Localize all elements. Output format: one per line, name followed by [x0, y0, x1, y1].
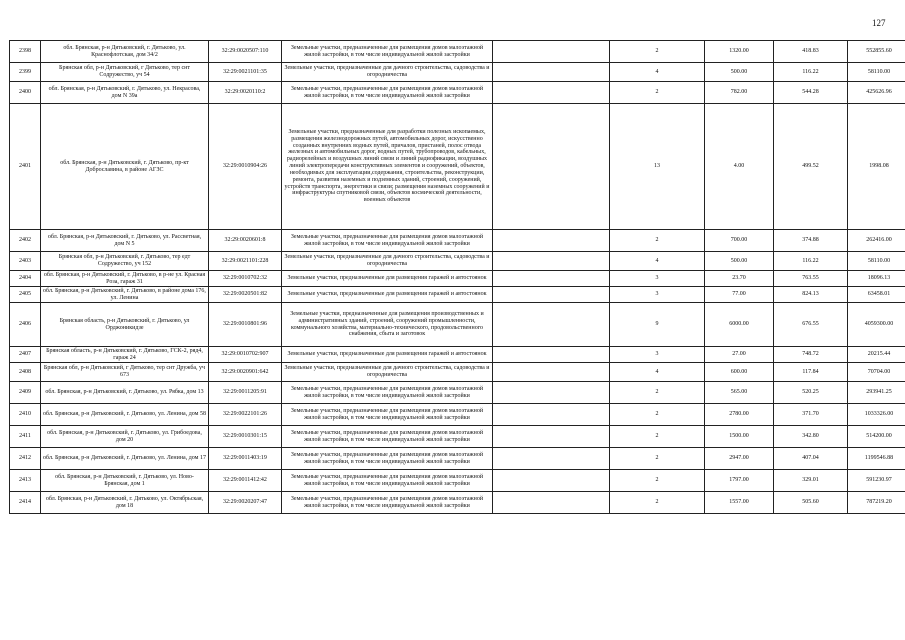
row-number-cell: 2404: [10, 271, 41, 287]
use-group-cell: 13: [610, 104, 705, 230]
cadastral-number-cell: 32:29:0010801:96: [209, 303, 282, 347]
cadastral-number-cell: 32:29:0010904:26: [209, 104, 282, 230]
area-cell: 565.00: [705, 382, 774, 404]
area-cell: 1557.00: [705, 492, 774, 514]
empty-cell: [493, 104, 610, 230]
use-group-cell: 2: [610, 404, 705, 426]
table-row: [10, 363, 905, 382]
cadastral-number-cell: 32:29:0010301:15: [209, 426, 282, 448]
empty-cell: [493, 303, 610, 347]
use-group-cell: 3: [610, 287, 705, 303]
cadastral-value-cell: 1998.08: [848, 104, 905, 230]
empty-cell: [493, 230, 610, 252]
cadastral-value-cell: 514200.00: [848, 426, 905, 448]
land-use-cell: Земельные участки, предназначенные для размещения домов малоэтажной жилой застройки, в том числе индивидуальной жилой застройки: [282, 448, 493, 470]
use-group-cell: 2: [610, 230, 705, 252]
land-use-cell: Земельные участки, предназначенные для размещения домов малоэтажной жилой застройки, в том числе индивидуальной жилой застройки: [282, 404, 493, 426]
specific-value-cell: 116.22: [774, 252, 848, 271]
cadastral-value-cell: 262416.00: [848, 230, 905, 252]
empty-cell: [493, 382, 610, 404]
address-cell: Брянская обл, р-н Дятьковский, г. Дятьково, тер едт Содружество, уч 152: [41, 252, 209, 271]
table-row: [10, 448, 905, 470]
table-row: [10, 104, 905, 230]
row-number-cell: 2406: [10, 303, 41, 347]
empty-cell: [493, 448, 610, 470]
row-number-cell: 2400: [10, 82, 41, 104]
row-number-cell: 2399: [10, 63, 41, 82]
land-use-cell: Земельные участки, предназначенные для размещения домов малоэтажной жилой застройки, в том числе индивидуальной жилой застройки: [282, 492, 493, 514]
use-group-cell: 2: [610, 382, 705, 404]
use-group-cell: 4: [610, 363, 705, 382]
land-use-cell: Земельные участки, предназначенные для размещения домов малоэтажной жилой застройки, в том числе индивидуальной жилой застройки: [282, 382, 493, 404]
empty-cell: [493, 363, 610, 382]
specific-value-cell: 407.04: [774, 448, 848, 470]
address-cell: Брянская обл, р-н Дятьковский, г Дятьково, тер снт Содружество, уч 54: [41, 63, 209, 82]
table-row: [10, 287, 905, 303]
land-use-cell: Земельные участки, предназначенные для размещения домов малоэтажной жилой застройки, в том числе индивидуальной жилой застройки: [282, 426, 493, 448]
cadastral-number-cell: 32:29:0020601:8: [209, 230, 282, 252]
table-row: [10, 382, 905, 404]
address-cell: обл. Брянская, р-н Дятьковский, г. Дятьково, в районе дома 176, ул. Ленина: [41, 287, 209, 303]
area-cell: 1797.00: [705, 470, 774, 492]
table-row: [10, 41, 905, 63]
table-row: [10, 492, 905, 514]
specific-value-cell: 117.84: [774, 363, 848, 382]
specific-value-cell: 371.70: [774, 404, 848, 426]
area-cell: 782.00: [705, 82, 774, 104]
specific-value-cell: 520.25: [774, 382, 848, 404]
cadastral-value-cell: 1199546.88: [848, 448, 905, 470]
area-cell: 6000.00: [705, 303, 774, 347]
cadastral-value-cell: 58110.00: [848, 63, 905, 82]
address-cell: обл. Брянская, р-н Дятьковский, г. Дятьково, в р-не ул. Красная Роза, гараж 31: [41, 271, 209, 287]
specific-value-cell: 374.88: [774, 230, 848, 252]
address-cell: обл. Брянская, р-н Дятьковский, г. Дятьково, пр-кт Доброславина, в районе АГЗС: [41, 104, 209, 230]
use-group-cell: 2: [610, 426, 705, 448]
row-number-cell: 2410: [10, 404, 41, 426]
table-row: [10, 252, 905, 271]
cadastral-number-cell: 32:29:0011412:42: [209, 470, 282, 492]
cadastral-number-cell: 32:29:0022101:26: [209, 404, 282, 426]
cadastral-number-cell: 32:29:0021101:35: [209, 63, 282, 82]
use-group-cell: 3: [610, 347, 705, 363]
cadastral-value-cell: 63458.01: [848, 287, 905, 303]
cadastral-value-cell: 20215.44: [848, 347, 905, 363]
table-row: [10, 470, 905, 492]
address-cell: Брянская область, р-н Дятьковский, г. Дятьково, ГСК-2, ряд4, гараж 24: [41, 347, 209, 363]
address-cell: обл. Брянская, р-н Дятьковский, г. Дятьково, ул. Рябка, дом 13: [41, 382, 209, 404]
empty-cell: [493, 404, 610, 426]
area-cell: 500.00: [705, 252, 774, 271]
address-cell: обл. Брянская, р-н Дятьковский, г. Дятьково, ул. Рассветная, дом N 5: [41, 230, 209, 252]
use-group-cell: 4: [610, 63, 705, 82]
use-group-cell: 2: [610, 448, 705, 470]
specific-value-cell: 116.22: [774, 63, 848, 82]
empty-cell: [493, 426, 610, 448]
address-cell: обл. Брянская, р-н Дятьковский, г. Дятьково, ул. Некрасова, дом N 39а: [41, 82, 209, 104]
area-cell: 2947.00: [705, 448, 774, 470]
land-use-cell: Земельные участки, предназначенные для дачного строительства, садоводства и огородничества: [282, 363, 493, 382]
area-cell: 23.70: [705, 271, 774, 287]
address-cell: обл. Брянская, р-н Дятьковский, г. Дятьково, ул. Октябрьская, дом 18: [41, 492, 209, 514]
cadastral-value-cell: 787219.20: [848, 492, 905, 514]
empty-cell: [493, 470, 610, 492]
empty-cell: [493, 41, 610, 63]
land-use-cell: Земельные участки, предназначенные для размещения домов малоэтажной жилой застройки, в том числе индивидуальной жилой застройки: [282, 82, 493, 104]
specific-value-cell: 505.60: [774, 492, 848, 514]
area-cell: 500.00: [705, 63, 774, 82]
use-group-cell: 3: [610, 271, 705, 287]
area-cell: 600.00: [705, 363, 774, 382]
address-cell: Брянская область, р-н Дятьковский, г. Дятьково, ул Орджоникидзе: [41, 303, 209, 347]
cadastral-number-cell: 32:29:0020507:110: [209, 41, 282, 63]
address-cell: обл. Брянская, р-н Дятьковский, г. Дятьково, ул. Краснофлотская, дом 34/2: [41, 41, 209, 63]
row-number-cell: 2414: [10, 492, 41, 514]
use-group-cell: 2: [610, 492, 705, 514]
table-row: [10, 303, 905, 347]
empty-cell: [493, 492, 610, 514]
table-row: [10, 271, 905, 287]
land-use-cell: Земельные участки, предназначенные для дачного строительства, садоводства и огородничества: [282, 63, 493, 82]
area-cell: 700.00: [705, 230, 774, 252]
row-number-cell: 2401: [10, 104, 41, 230]
address-cell: Брянская обл, р-н Дятьковский, г Дятьково, тер снт Дружба, уч 673: [41, 363, 209, 382]
area-cell: 4.00: [705, 104, 774, 230]
address-cell: обл. Брянская, р-н Дятьковский, г. Дятьково, ул. Ленина, дом 58: [41, 404, 209, 426]
page-number: 127: [872, 18, 886, 28]
address-cell: обл. Брянская, р-н Дятьковский, г. Дятьково, ул. Ленина, дом 17: [41, 448, 209, 470]
cadastral-value-cell: 1033326.00: [848, 404, 905, 426]
area-cell: 1500.00: [705, 426, 774, 448]
row-number-cell: 2408: [10, 363, 41, 382]
use-group-cell: 2: [610, 82, 705, 104]
cadastral-number-cell: 32:29:0020110:2: [209, 82, 282, 104]
land-use-cell: Земельные участки, предназначенные для размещения домов малоэтажной жилой застройки, в том числе индивидуальной жилой застройки: [282, 41, 493, 63]
row-number-cell: 2398: [10, 41, 41, 63]
row-number-cell: 2405: [10, 287, 41, 303]
cadastral-number-cell: 32:29:0020901:642: [209, 363, 282, 382]
cadastral-value-cell: 4059300.00: [848, 303, 905, 347]
specific-value-cell: 544.28: [774, 82, 848, 104]
address-cell: обл. Брянская, р-н Дятьковский, г. Дятьково, ул. Ново-Брянская, дом 1: [41, 470, 209, 492]
specific-value-cell: 748.72: [774, 347, 848, 363]
row-number-cell: 2402: [10, 230, 41, 252]
land-use-cell: Земельные участки, предназначенные для размещения гаражей и автостоянок: [282, 271, 493, 287]
cadastral-value-table: [9, 40, 905, 514]
table-row: [10, 230, 905, 252]
cadastral-value-cell: 58110.00: [848, 252, 905, 271]
empty-cell: [493, 287, 610, 303]
cadastral-value-cell: 18096.13: [848, 271, 905, 287]
land-use-cell: Земельные участки, предназначенные для размещения домов малоэтажной жилой застройки, в том числе индивидуальной жилой застройки: [282, 230, 493, 252]
row-number-cell: 2407: [10, 347, 41, 363]
cadastral-value-cell: 293941.25: [848, 382, 905, 404]
row-number-cell: 2409: [10, 382, 41, 404]
specific-value-cell: 499.52: [774, 104, 848, 230]
cadastral-value-cell: 552855.60: [848, 41, 905, 63]
empty-cell: [493, 252, 610, 271]
empty-cell: [493, 82, 610, 104]
empty-cell: [493, 271, 610, 287]
address-cell: обл. Брянская, р-н Дятьковский, г. Дятьково, ул. Грибоедова, дом 20: [41, 426, 209, 448]
cadastral-number-cell: 32:29:0010702:32: [209, 271, 282, 287]
cadastral-number-cell: 32:29:0020501:82: [209, 287, 282, 303]
area-cell: 2780.00: [705, 404, 774, 426]
area-cell: 1320.00: [705, 41, 774, 63]
cadastral-number-cell: 32:29:0011205:91: [209, 382, 282, 404]
land-use-cell: Земельные участки, предназначенные для размещения гаражей и автостоянок: [282, 287, 493, 303]
row-number-cell: 2403: [10, 252, 41, 271]
land-use-cell: Земельные участки, предназначенные для размещения домов малоэтажной жилой застройки, в том числе индивидуальной жилой застройки: [282, 470, 493, 492]
empty-cell: [493, 63, 610, 82]
cadastral-number-cell: 32:29:0010702:907: [209, 347, 282, 363]
cadastral-number-cell: 32:29:0021101:228: [209, 252, 282, 271]
use-group-cell: 9: [610, 303, 705, 347]
cadastral-value-cell: 591230.97: [848, 470, 905, 492]
specific-value-cell: 418.83: [774, 41, 848, 63]
area-cell: 27.00: [705, 347, 774, 363]
specific-value-cell: 329.01: [774, 470, 848, 492]
area-cell: 77.00: [705, 287, 774, 303]
specific-value-cell: 676.55: [774, 303, 848, 347]
land-use-cell: Земельные участки, предназначенные для дачного строительства, садоводства и огородничества: [282, 252, 493, 271]
land-use-cell: Земельные участки, предназначенные для размещения производственных и административных зданий, строений, сооружений промышленности, коммунального хозяйства, материально-технического, продовольственного снабжения, сбыта и заготовок: [282, 303, 493, 347]
table-row: [10, 82, 905, 104]
table-row: [10, 347, 905, 363]
table-row: [10, 404, 905, 426]
empty-cell: [493, 347, 610, 363]
land-use-cell: Земельные участки, предназначенные для разработки полезных ископаемых, размещения железнодорожных путей, автомобильных дорог, искусственно созданных внутренних водных путей, причалов, пристаней, полос отвода железных и автомобильных дорог, водных путей, трубопроводов, кабельных, радиорелейных и воздушных линий связи и линий радиофикации, воздушных линий электропередачи конструктивных элементов и сооружений, объектов, необходимых для эксплуатации,содержания, строительства, реконструкции, ремонта, развития наземных и подземных зданий, строений, сооружений, устройств транспорта, энергетики и связи; размещения наземных сооружений и инфраструктуры спутниковой связи, объектов космической деятельности, военных объектов: [282, 104, 493, 230]
specific-value-cell: 763.55: [774, 271, 848, 287]
specific-value-cell: 342.80: [774, 426, 848, 448]
cadastral-value-cell: 70704.00: [848, 363, 905, 382]
row-number-cell: 2411: [10, 426, 41, 448]
use-group-cell: 2: [610, 470, 705, 492]
table-row: [10, 63, 905, 82]
use-group-cell: 2: [610, 41, 705, 63]
cadastral-number-cell: 32:29:0011403:19: [209, 448, 282, 470]
cadastral-value-cell: 425626.96: [848, 82, 905, 104]
row-number-cell: 2412: [10, 448, 41, 470]
specific-value-cell: 824.13: [774, 287, 848, 303]
table-row: [10, 426, 905, 448]
use-group-cell: 4: [610, 252, 705, 271]
land-use-cell: Земельные участки, предназначенные для размещения гаражей и автостоянок: [282, 347, 493, 363]
row-number-cell: 2413: [10, 470, 41, 492]
cadastral-number-cell: 32:29:0020207:47: [209, 492, 282, 514]
